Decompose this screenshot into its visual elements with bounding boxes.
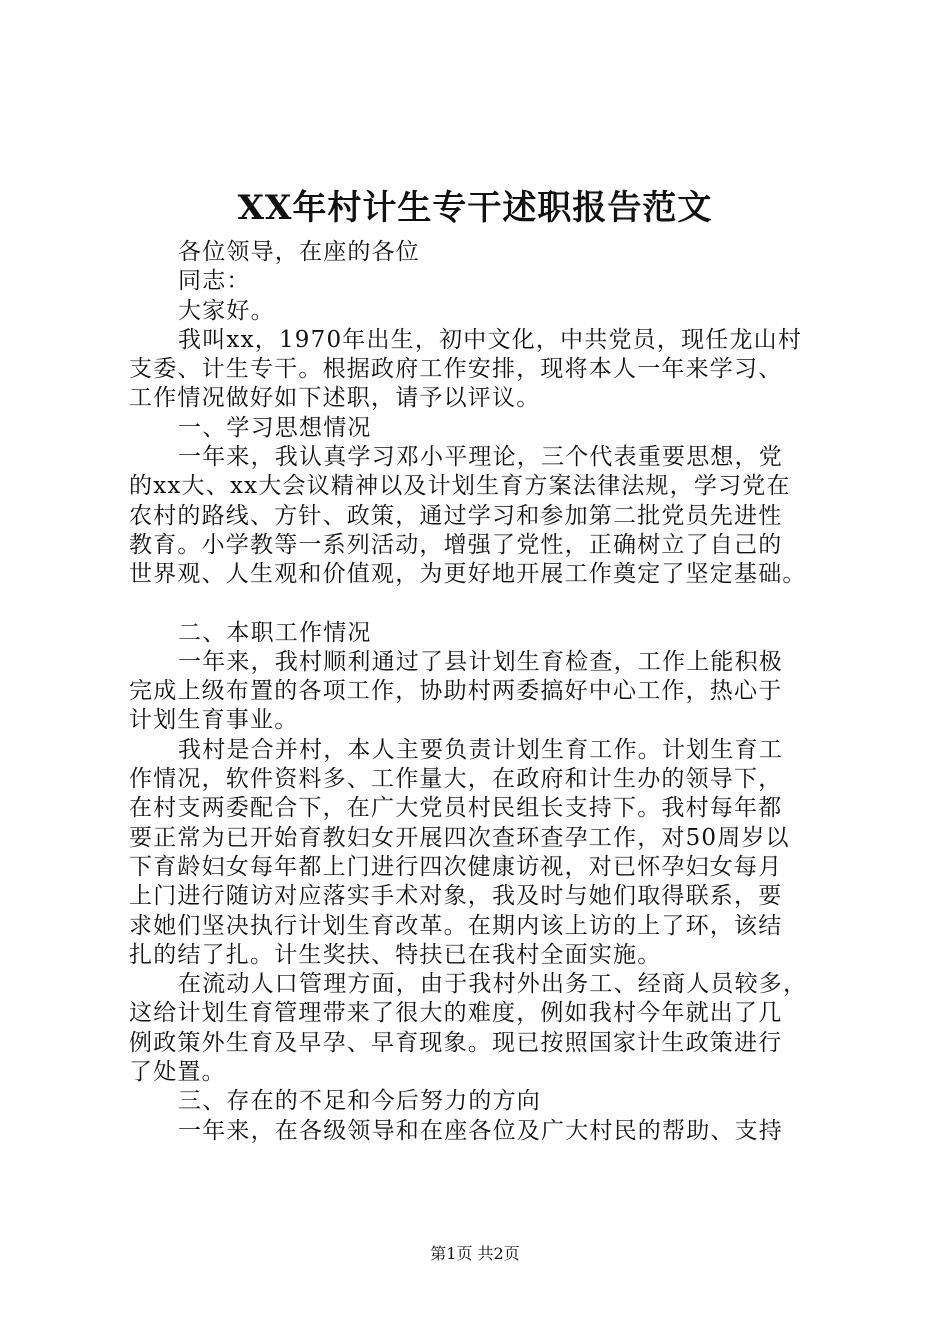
paragraph-line: 一年来，在各级领导和在座各位及广大村民的帮助、支持 — [178, 1117, 783, 1144]
greeting-line: 大家好。 — [178, 297, 275, 324]
blank-line — [129, 590, 844, 619]
paragraph-line: 计划生育事业。 — [129, 707, 299, 734]
paragraph-line: 一年来，我村顺利通过了县计划生育检查，工作上能积极 — [178, 648, 783, 675]
section-heading: 三、存在的不足和今后努力的方向 — [178, 1088, 541, 1115]
paragraph-line: 扎的结了扎。计生奖扶、特扶已在我村全面实施。 — [129, 941, 662, 968]
paragraph-line: 作情况，软件资料多、工作量大，在政府和计生办的领导下， — [129, 766, 783, 793]
paragraph-line: 求她们坚决执行计划生育改革。在期内该上访的上了环，该结 — [129, 912, 783, 939]
page-number: 第1页 共2页 — [430, 1244, 520, 1263]
paragraph-line: 我叫xx，1970年出生，初中文化，中共党员，现任龙山村 — [178, 326, 803, 353]
paragraph-line: 工作情况做好如下述职，请予以评议。 — [129, 385, 541, 412]
paragraph-line: 一年来，我认真学习邓小平理论，三个代表重要思想，党 — [178, 444, 783, 471]
paragraph-line: 教育。小学教等一系列活动，增强了党性，正确树立了自己的 — [129, 531, 783, 558]
paragraph-line: 在流动人口管理方面，由于我村外出务工、经商人员较多， — [178, 971, 808, 998]
paragraph-line: 下育龄妇女每年都上门进行四次健康访视，对已怀孕妇女每月 — [129, 853, 783, 880]
salutation-line: 同志： — [178, 268, 251, 295]
paragraph-line: 世界观、人生观和价值观，为更好地开展工作奠定了坚定基础。 — [129, 561, 807, 588]
paragraph-line: 例政策外生育及早孕、早育现象。现已按照国家计生政策进行 — [129, 1029, 783, 1056]
paragraph-line: 在村支两委配合下，在广大党员村民组长支持下。我村每年都 — [129, 795, 783, 822]
paragraph-line: 完成上级布置的各项工作，协助村两委搞好中心工作，热心于 — [129, 678, 783, 705]
salutation-line: 各位领导，在座的各位 — [178, 239, 420, 265]
paragraph-line: 上门进行随访对应落实手术对象，我及时与她们取得联系，要 — [129, 883, 783, 910]
section-heading: 一、学习思想情况 — [178, 414, 372, 441]
paragraph-line: 农村的路线、方针、政策，通过学习和参加第二批党员先进性 — [129, 502, 783, 529]
document-body — [129, 238, 844, 1146]
paragraph-line: 的xx大、xx大会议精神以及计划生育方案法律法规，学习党在 — [129, 473, 791, 500]
paragraph-line: 这给计划生育管理带来了很大的难度，例如我村今年就出了几 — [129, 1000, 783, 1027]
paragraph-line: 我村是合并村，本人主要负责计划生育工作。计划生育工 — [178, 736, 783, 763]
paragraph-line: 了处置。 — [129, 1059, 226, 1086]
paragraph-line: 支委、计生专干。根据政府工作安排，现将本人一年来学习、 — [129, 356, 783, 383]
paragraph-line: 要正常为已开始育教妇女开展四次查环查孕工作，对50周岁以 — [129, 824, 790, 851]
document-title: XX年村计生专干述职报告范文 — [237, 188, 713, 228]
section-heading: 二、本职工作情况 — [178, 619, 372, 646]
